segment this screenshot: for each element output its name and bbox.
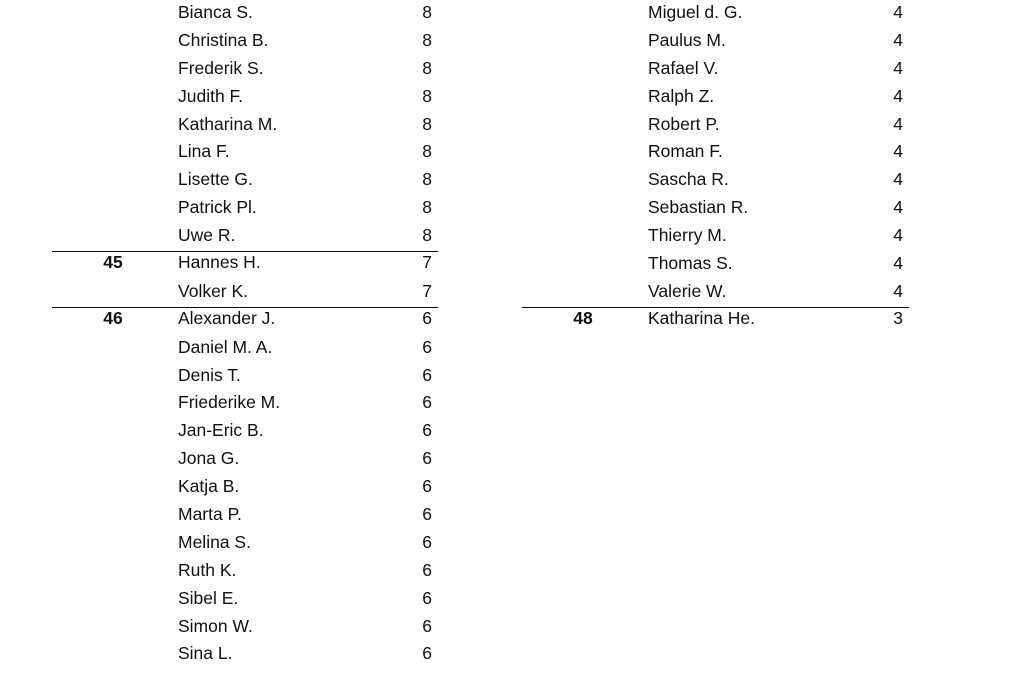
- rank-number: 45: [103, 252, 123, 273]
- player-name: Katja B.: [178, 476, 240, 497]
- ranking-row: [52, 84, 438, 112]
- player-name: Christina B.: [178, 29, 269, 50]
- ranking-row: [52, 474, 438, 502]
- player-name: Bianca S.: [178, 2, 253, 22]
- ranking-row: [522, 223, 909, 251]
- player-name: Lisette G.: [178, 169, 253, 190]
- ranking-row: [52, 363, 438, 391]
- score-value: 6: [422, 643, 432, 664]
- score-value: 6: [422, 587, 432, 608]
- player-name: Valerie W.: [648, 280, 727, 301]
- rank-number: 46: [103, 308, 123, 329]
- score-value: 7: [422, 280, 432, 301]
- score-value: 6: [422, 476, 432, 497]
- score-value: 4: [893, 57, 903, 78]
- ranking-column-right: [522, 0, 909, 335]
- ranking-row: [52, 335, 438, 363]
- ranking-row: [522, 28, 909, 56]
- player-name: Judith F.: [178, 85, 244, 106]
- score-value: 6: [422, 420, 432, 441]
- ranking-row: [522, 251, 909, 279]
- score-value: 8: [422, 113, 432, 134]
- player-name: Lina F.: [178, 141, 230, 162]
- player-name: Marta P.: [178, 504, 242, 525]
- player-name: Katharina M.: [178, 113, 278, 134]
- player-name: Ralph Z.: [648, 85, 715, 106]
- score-value: 4: [893, 113, 903, 134]
- score-value: 6: [422, 364, 432, 385]
- ranking-row: [52, 530, 438, 558]
- player-name: Simon W.: [178, 615, 253, 636]
- score-value: 8: [422, 85, 432, 106]
- score-value: 6: [422, 336, 432, 357]
- ranking-row: [522, 112, 909, 140]
- score-value: 8: [422, 2, 432, 22]
- player-name: Ruth K.: [178, 559, 237, 580]
- player-name: Daniel M. A.: [178, 336, 273, 357]
- ranking-row: [52, 390, 438, 418]
- ranking-row: [52, 28, 438, 56]
- player-name: Denis T.: [178, 364, 241, 385]
- ranking-row: [522, 56, 909, 84]
- ranking-row: [52, 251, 438, 279]
- player-name: Melina S.: [178, 531, 251, 552]
- player-name: Paulus M.: [648, 29, 726, 50]
- player-name: Katharina He.: [648, 308, 756, 329]
- ranking-row: [52, 56, 438, 84]
- score-value: 7: [422, 252, 432, 273]
- score-value: 4: [893, 85, 903, 106]
- ranking-row: [52, 502, 438, 530]
- ranking-row: [522, 139, 909, 167]
- ranking-row: [52, 167, 438, 195]
- player-name: Roman F.: [648, 141, 723, 162]
- score-value: 4: [893, 197, 903, 218]
- score-value: 6: [422, 615, 432, 636]
- rank-number: 48: [573, 308, 593, 329]
- player-name: Uwe R.: [178, 225, 236, 246]
- ranking-row: [52, 418, 438, 446]
- score-value: 8: [422, 169, 432, 190]
- ranking-row: [522, 0, 909, 28]
- ranking-row: [522, 84, 909, 112]
- player-name: Jona G.: [178, 448, 240, 469]
- score-value: 6: [422, 308, 432, 329]
- ranking-row: [52, 586, 438, 614]
- ranking-column-left: [52, 0, 438, 669]
- ranking-row: [52, 112, 438, 140]
- ranking-row: [52, 0, 438, 28]
- ranking-row: [52, 223, 438, 251]
- score-value: 4: [893, 141, 903, 162]
- ranking-row: [52, 641, 438, 669]
- ranking-row: [522, 279, 909, 307]
- ranking-row: [52, 614, 438, 642]
- score-value: 6: [422, 504, 432, 525]
- score-value: 4: [893, 280, 903, 301]
- score-value: 6: [422, 559, 432, 580]
- ranking-row: [522, 167, 909, 195]
- player-name: Friederike M.: [178, 392, 281, 413]
- player-name: Jan-Eric B.: [178, 420, 264, 441]
- player-name: Patrick Pl.: [178, 197, 257, 218]
- score-value: 4: [893, 169, 903, 190]
- score-value: 6: [422, 392, 432, 413]
- ranking-row: [522, 307, 909, 335]
- ranking-row: [522, 195, 909, 223]
- player-name: Sebastian R.: [648, 197, 749, 218]
- player-name: Thomas S.: [648, 253, 733, 274]
- player-name: Volker K.: [178, 280, 249, 301]
- ranking-row: [52, 307, 438, 335]
- ranking-row: [52, 139, 438, 167]
- ranking-row: [52, 195, 438, 223]
- player-name: Sina L.: [178, 643, 233, 664]
- score-value: 6: [422, 448, 432, 469]
- player-name: Robert P.: [648, 113, 720, 134]
- ranking-row: [52, 558, 438, 586]
- score-value: 3: [893, 308, 903, 329]
- score-value: 8: [422, 197, 432, 218]
- score-value: 4: [893, 2, 903, 22]
- player-name: Sibel E.: [178, 587, 239, 608]
- player-name: Miguel d. G.: [648, 2, 743, 22]
- player-name: Rafael V.: [648, 57, 719, 78]
- player-name: Thierry M.: [648, 225, 727, 246]
- player-name: Hannes H.: [178, 252, 261, 273]
- score-value: 4: [893, 29, 903, 50]
- player-name: Frederik S.: [178, 57, 264, 78]
- score-value: 8: [422, 141, 432, 162]
- ranking-row: [52, 279, 438, 307]
- score-value: 8: [422, 29, 432, 50]
- score-value: 8: [422, 57, 432, 78]
- score-value: 4: [893, 225, 903, 246]
- player-name: Alexander J.: [178, 308, 276, 329]
- player-name: Sascha R.: [648, 169, 729, 190]
- score-value: 6: [422, 531, 432, 552]
- ranking-row: [52, 446, 438, 474]
- score-value: 4: [893, 253, 903, 274]
- score-value: 8: [422, 225, 432, 246]
